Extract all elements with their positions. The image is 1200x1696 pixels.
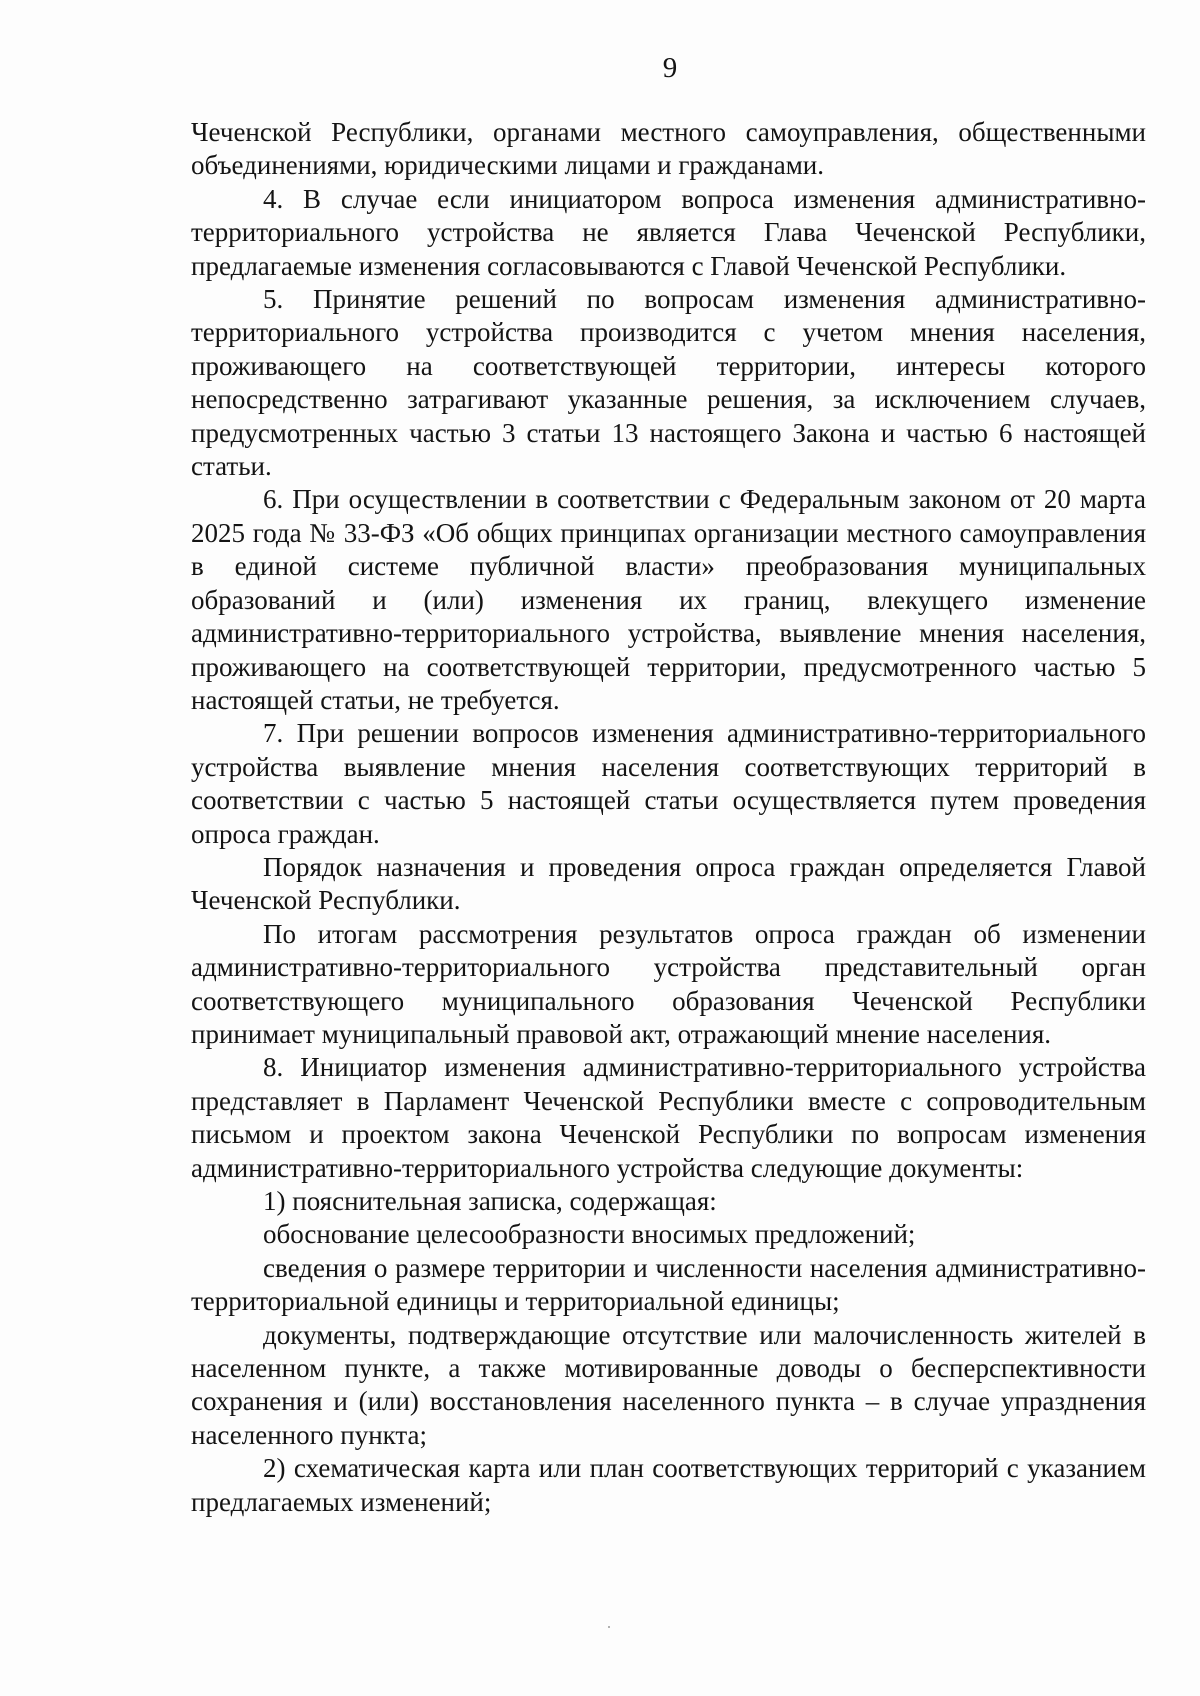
paragraph-item-4: 4. В случае если инициатором вопроса изменения административно-территориального устройства не является Глава Чеченской Республики, предлагаемые изменения согласовываются с Главой Чеченской Республики. [191, 183, 1146, 281]
list-item-schematic-map: 2) схематическая карта или план соответствующих территорий с указанием предлагаемых изменений; [191, 1453, 1146, 1517]
sub-item-supporting-documents: документы, подтверждающие отсутствие или малочисленность жителей в населенном пункте, а также мотивированные доводы о бесперспективности сохранения и (или) восстановления населенного пункта – в случае упразднения населенного пункта; [191, 1319, 1146, 1450]
paragraph-item-6: 6. При осуществлении в соответствии с Федеральным законом от 20 марта 2025 года № 33-ФЗ «Об общих принципах организации местного самоуправления в единой системе публичной власти» преобразования муниципальных образований и (или) изменения их границ, влекущего изменение административно-территориального устройства, выявление мнения населения, проживающего на соответствующей территории, предусмотренного частью 5 настоящей статьи, не требуется. [191, 484, 1146, 715]
paragraph-continuation: Чеченской Республики, органами местного самоуправления, общественными объединениями, юридическими лицами и гражданами. [191, 117, 1146, 181]
sub-item-territory-info: сведения о размере территории и численности населения административно-территориальной единицы и территориальной единицы; [191, 1252, 1146, 1317]
paragraph-survey-results: По итогам рассмотрения результатов опроса граждан об изменении административно-территориального устройства представительный орган соответствующего муниципального образования Чеченской Республики принимает муниципальный правовой акт, отражающий мнение населения. [191, 918, 1146, 1049]
paragraph-item-7: 7. При решении вопросов изменения административно-территориального устройства выявление мнения населения соответствующих территорий в соответствии с частью 5 настоящей статьи осуществляется путем проведения опроса граждан. [191, 718, 1146, 849]
document-body [191, 116, 1146, 1519]
list-item-explanatory-note: 1) пояснительная записка, содержащая: [263, 1186, 717, 1216]
paragraph-item-5: 5. Принятие решений по вопросам изменения административно-территориального устройства производится с учетом мнения населения, проживающего на соответствующей территории, интересы которого непосредственно затрагивают указанные решения, за исключением случаев, предусмотренных частью 3 статьи 13 настоящего Закона и частью 6 настоящей статьи. [191, 284, 1146, 482]
sub-item-justification: обоснование целесообразности вносимых предложений; [263, 1219, 916, 1250]
page-number: 9 [662, 52, 678, 84]
scan-speck [608, 1626, 610, 1628]
paragraph-item-8: 8. Инициатор изменения административно-территориального устройства представляет в Парламент Чеченской Республики вместе с сопроводительным письмом и проектом закона Чеченской Республики по вопросам изменения административно-территориального устройства следующие документы: [191, 1052, 1146, 1183]
paragraph-survey-procedure: Порядок назначения и проведения опроса граждан определяется Главой Чеченской Республики. [191, 851, 1146, 916]
